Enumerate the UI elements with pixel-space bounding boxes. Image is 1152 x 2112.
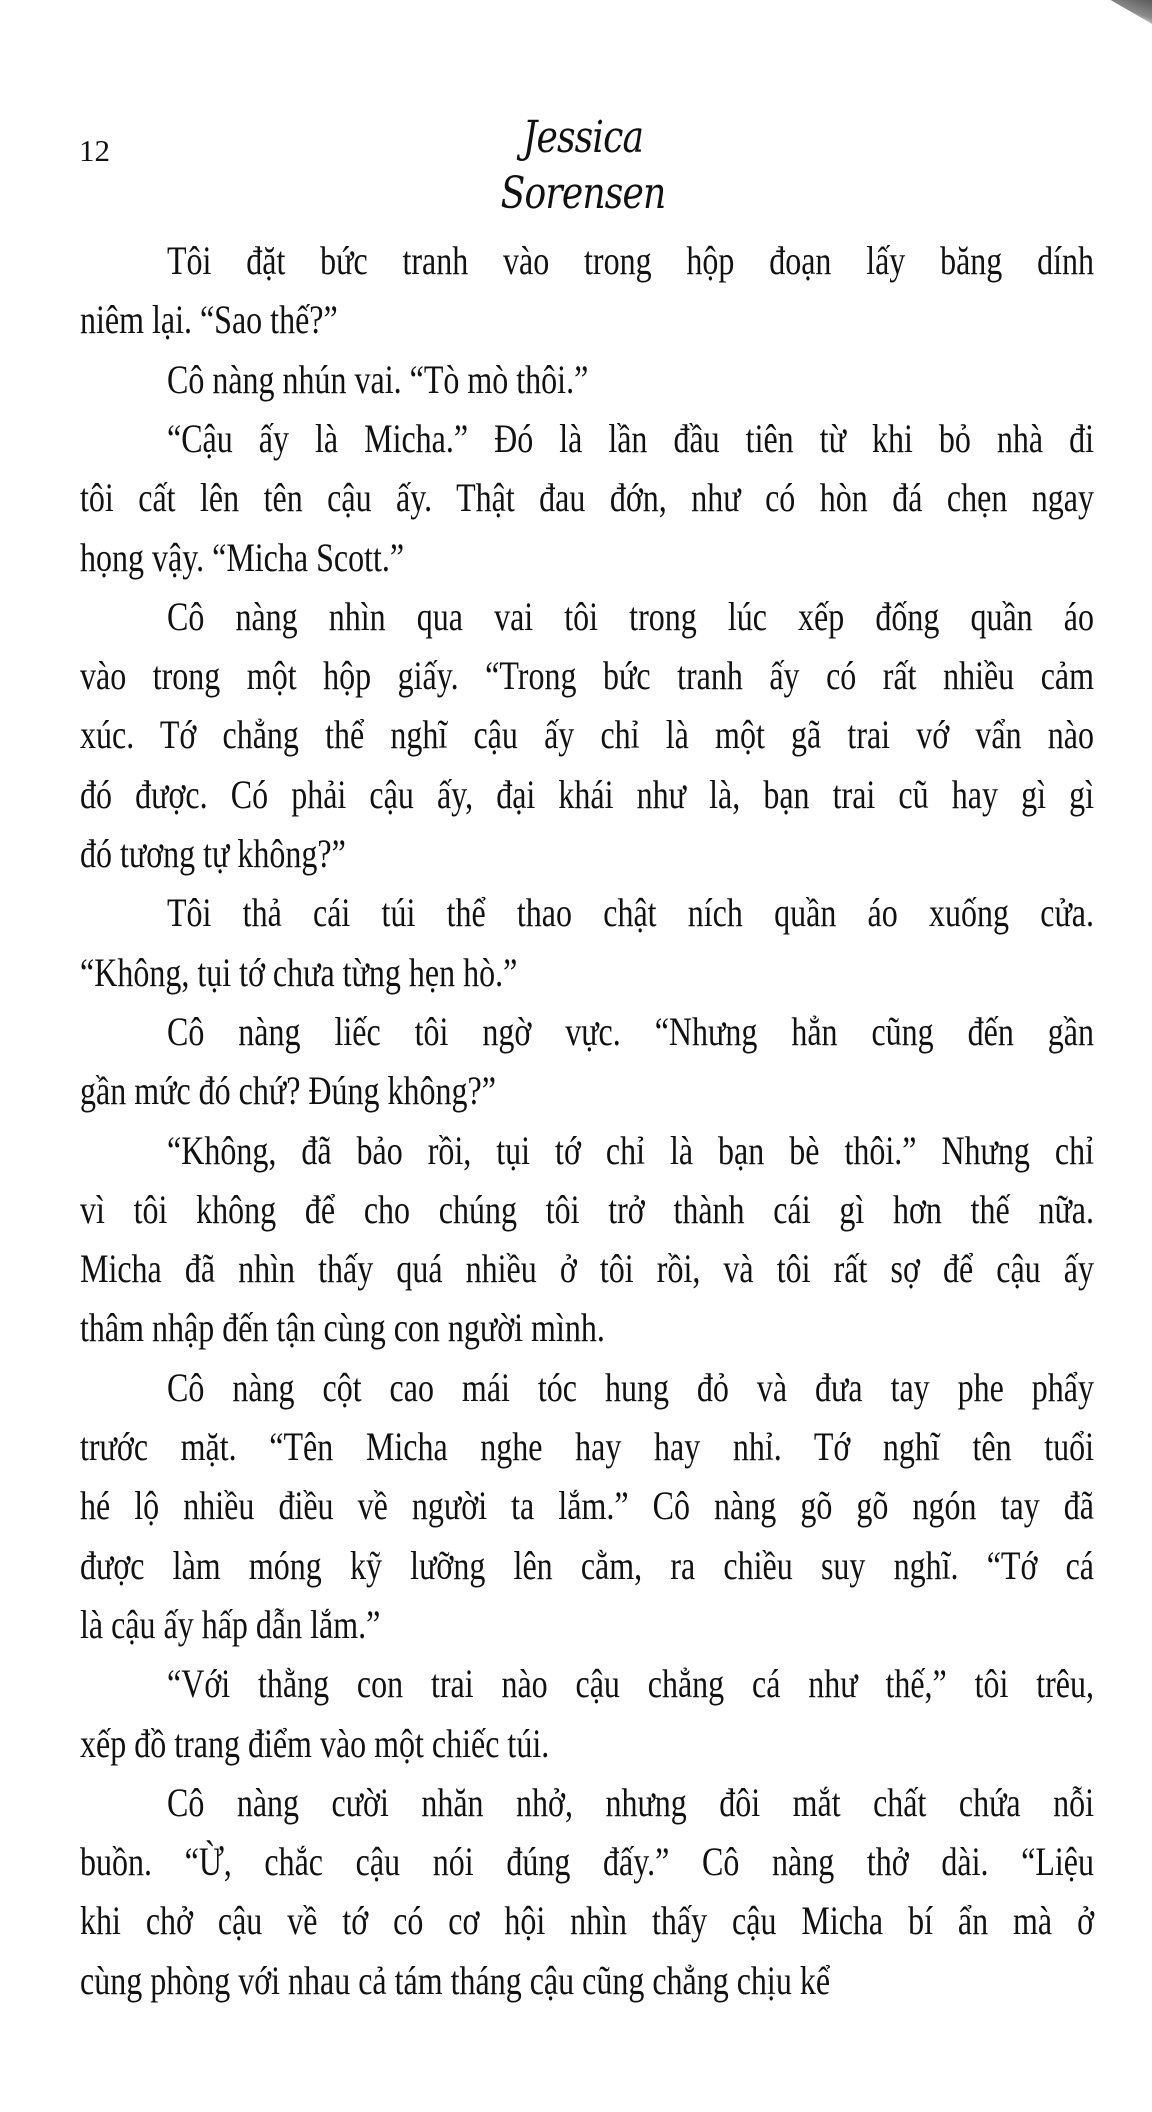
text-line-content: Cô nàng nhún vai. “Tò mò thôi.” (167, 356, 589, 402)
text-line-content: hé lộ nhiều điều về người ta lắm.” Cô nàng gõ gõ ngón tay đã (80, 1483, 1094, 1529)
text-line-content: thâm nhập đến tận cùng con người mình. (80, 1305, 605, 1351)
text-line (80, 710, 1094, 760)
text-line (80, 770, 1094, 820)
text-line (167, 236, 1094, 286)
running-header (0, 0, 1152, 219)
text-line-content: “Cậu ấy là Micha.” Đó là lần đầu tiên từ khi bỏ nhà đi (167, 415, 1094, 461)
text-line (80, 295, 1094, 345)
text-line (167, 1778, 1094, 1828)
text-line-content: Micha đã nhìn thấy quá nhiều ở tôi rồi, và tôi rất sợ để cậu ấy (80, 1246, 1094, 1292)
text-line (80, 1600, 1094, 1650)
text-line-content: đó tương tự không?” (80, 831, 346, 876)
text-line (167, 1126, 1094, 1176)
text-line (80, 1719, 1094, 1769)
text-line (167, 414, 1094, 464)
text-line (167, 1363, 1094, 1413)
text-line (80, 1956, 1094, 2006)
text-line-content: xúc. Tớ chẳng thể nghĩ cậu ấy chỉ là một gã trai vớ vẩn nào (80, 712, 1094, 758)
text-line (80, 1481, 1094, 1531)
text-line (167, 888, 1094, 938)
text-line-content: niêm lại. “Sao thế?” (80, 297, 338, 343)
text-line (80, 1422, 1094, 1472)
text-line-content: buồn. “Ừ, chắc cậu nói đúng đấy.” Cô nàng thở dài. “Liệu (80, 1839, 1094, 1885)
text-line (167, 592, 1094, 642)
text-line (80, 473, 1094, 523)
text-line-content: xếp đồ trang điểm vào một chiếc túi. (80, 1720, 550, 1766)
text-line (80, 1244, 1094, 1294)
text-line-content: vì tôi không để cho chúng tôi trở thành cái gì hơn thế nữa. (80, 1186, 1094, 1232)
text-line (80, 1837, 1094, 1887)
text-line-content: tôi cất lên tên cậu ấy. Thật đau đớn, như có hòn đá chẹn ngay (80, 475, 1094, 521)
text-line-content: Tôi thả cái túi thể thao chật ních quần áo xuống cửa. (167, 890, 1094, 936)
text-line (80, 651, 1094, 701)
text-line-content: Cô nàng nhìn qua vai tôi trong lúc xếp đống quần áo (167, 593, 1094, 639)
text-line (167, 1659, 1094, 1709)
text-line-content: trước mặt. “Tên Micha nghe hay hay nhỉ. Tớ nghĩ tên tuổi (80, 1424, 1094, 1469)
text-line (80, 1303, 1094, 1353)
text-line (167, 355, 1094, 405)
text-line (80, 1541, 1094, 1591)
page-number: 12 (79, 133, 110, 168)
text-line-content: Cô nàng cười nhăn nhở, nhưng đôi mắt chất chứa nỗi (167, 1779, 1094, 1825)
text-line-content: họng vậy. “Micha Scott.” (80, 534, 405, 580)
text-line-content: “Không, tụi tớ chưa từng hẹn hò.” (80, 949, 518, 995)
text-line-content: vào trong một hộp giấy. “Trong bức tranh ấy có rất nhiều cảm (80, 653, 1094, 699)
text-line (167, 1007, 1094, 1057)
text-line-content: Cô nàng cột cao mái tóc hung đỏ và đưa tay phe phẩy (167, 1364, 1094, 1410)
text-line (80, 1066, 1094, 1116)
text-line (80, 533, 1094, 583)
text-line-content: được làm móng kỹ lưỡng lên cằm, ra chiều suy nghĩ. “Tớ cá (80, 1542, 1094, 1588)
text-line (80, 948, 1094, 998)
text-line-content: Tôi đặt bức tranh vào trong hộp đoạn lấy băng dính (167, 238, 1094, 283)
text-line (80, 1896, 1094, 1946)
text-line-content: gần mức đó chứ? Đúng không?” (80, 1068, 496, 1114)
text-line-content: Cô nàng liếc tôi ngờ vực. “Nhưng hẳn cũng đến gần (167, 1008, 1094, 1054)
text-line-content: đó được. Có phải cậu ấy, đại khái như là, bạn trai cũ hay gì gì (80, 771, 1094, 817)
text-line-content: là cậu ấy hấp dẫn lắm.” (80, 1601, 381, 1647)
text-line-content: khi chở cậu về tớ có cơ hội nhìn thấy cậu Micha bí ẩn mà ở (80, 1898, 1094, 1944)
running-title: Jessica Sorensen (500, 112, 666, 219)
text-line (80, 1185, 1094, 1235)
text-line-content: “Với thằng con trai nào cậu chẳng cá như thế,” tôi trêu, (167, 1661, 1094, 1707)
text-line-content: cùng phòng với nhau cả tám tháng cậu cũng chẳng chịu kể (80, 1957, 831, 2003)
text-line (80, 829, 1094, 879)
text-line-content: “Không, đã bảo rồi, tụi tớ chỉ là bạn bè thôi.” Nhưng chỉ (167, 1127, 1094, 1173)
